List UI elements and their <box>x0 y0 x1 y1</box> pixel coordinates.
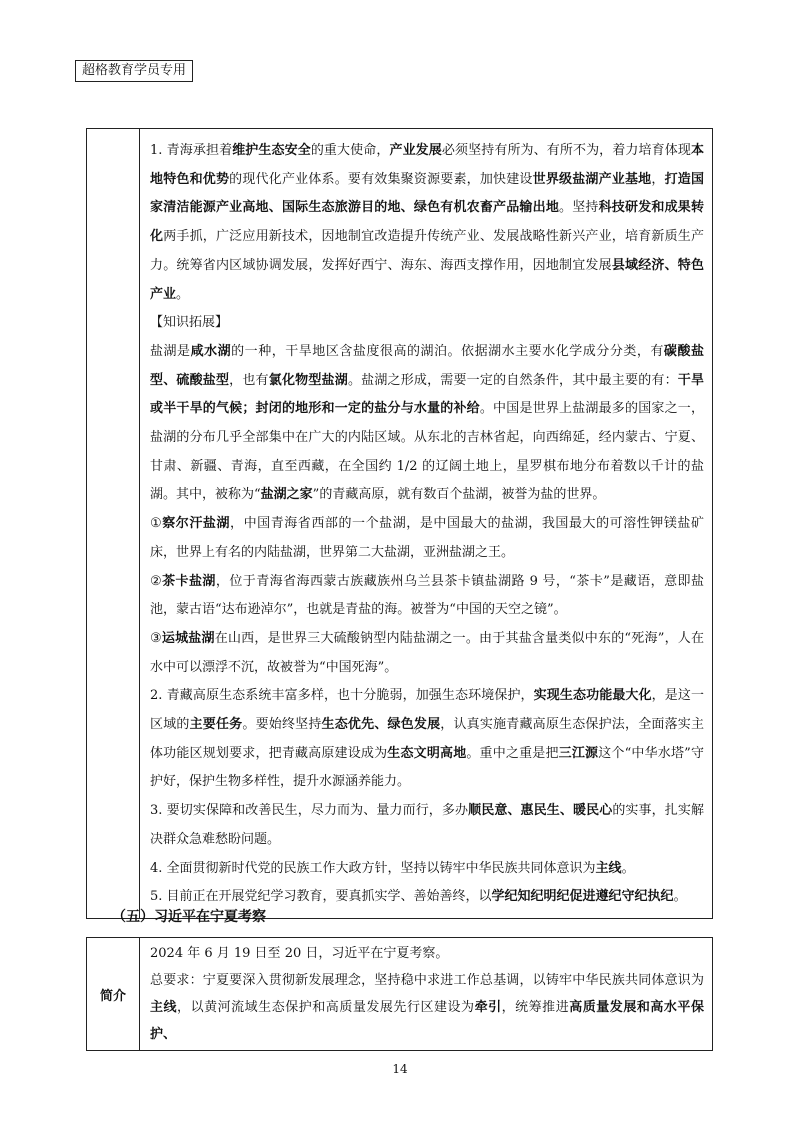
emphasis-text: 盐湖之家 <box>260 487 313 503</box>
knowledge-extension-title: 【知识拓展】 <box>150 315 229 331</box>
section-title: （五）习近平在宁夏考察 <box>112 909 266 925</box>
text-run: 3. 要切实保障和改善民生，尽力而为、量力而行，多办 <box>150 803 469 819</box>
text-run: ③ <box>150 630 162 646</box>
emphasis-text: 生态文明高地 <box>387 745 467 761</box>
text-run: 的一种，干旱地区含盐度很高的湖泊。依据湖水主要水化学成分分类，有 <box>231 343 664 359</box>
text-run: 两手抓，广泛应用新技术，因地制宜改造提升传统产业、发展战略性新兴产业，培育新质生产力。统筹省内区域协调发展，发挥好西宁、海东、海西支撑作用，因地制宜发展 <box>150 229 704 273</box>
paragraph-salt-lake-intro <box>150 338 704 510</box>
text-run: 这个“中华水塔”守护好，保护生物多样性，提升水源涵养能力。 <box>150 745 704 790</box>
text-run: 的重大使命， <box>310 143 390 158</box>
emphasis-text: 科技研发和成果转化 <box>150 200 704 245</box>
emphasis-text: 主要任务 <box>189 717 243 733</box>
text-run: 5. 目前正在开展党纪学习教育，要真抓实学、善始善终，以 <box>150 889 492 905</box>
text-run: 盐湖是 <box>150 343 191 359</box>
left-column-cell <box>87 129 140 919</box>
text-run: 。要始终坚持 <box>242 717 322 733</box>
text-run: 的现代化产业体系。要有效集聚资源要素，加快建设 <box>229 171 533 187</box>
emphasis-text: 三江源 <box>558 745 599 761</box>
text-run: 。重中之重是把 <box>466 745 559 761</box>
emphasis-text: 茶卡盐湖 <box>162 573 216 589</box>
text-run: ① <box>150 516 163 532</box>
text-run: 总要求：宁夏要深入贯彻新发展理念，坚持稳中求进工作总基调，以铸牢中华民族共同体意识为 <box>150 973 704 988</box>
paragraph-qarhan-salt-lake <box>150 510 704 567</box>
page-number: 14 <box>392 1062 408 1076</box>
emphasis-text: 本地特色和优势 <box>150 143 704 187</box>
intro-line-date <box>150 940 704 967</box>
text-run: ， <box>651 171 665 187</box>
text-run: 。 <box>673 889 687 905</box>
text-run: ，也有 <box>229 372 269 388</box>
text-run: 。盐湖之形成，需要一定的自然条件，其中最主要的有： <box>347 372 678 388</box>
text-run: ，统筹推进 <box>501 1000 570 1015</box>
text-run: 的实事，扎实解决群众急难愁盼问题。 <box>150 803 704 847</box>
emphasis-text: 县域经济、特色产业 <box>150 257 704 302</box>
text-run: 2. 青藏高原生态系统丰富多样，也十分脆弱，加强生态环境保护， <box>150 688 534 704</box>
text-run: 必须坚持有所为、有所不为，着力培育体现 <box>441 143 691 158</box>
text-run: ，是这一区域的 <box>150 688 704 733</box>
text-run: ② <box>150 573 163 589</box>
emphasis-text: 打造国家清洁能源产业高地、国际生态旅游目的地、绿色有机农畜产品输出地 <box>150 171 704 216</box>
text-run: 。 <box>176 286 190 302</box>
paragraph-yuncheng-salt-lake <box>150 625 704 682</box>
text-run: ”的青藏高原，就有数百个盐湖，被誉为盐的世界。 <box>312 487 606 503</box>
emphasis-text: 实现生态功能最大化 <box>533 688 652 704</box>
text-run: 。坚持 <box>559 200 599 216</box>
text-run: ，位于青海省海西蒙古族藏族州乌兰县茶卡镇盐湖路 9 号，“茶卡”是藏语，意即盐池，蒙古语“达布逊淖尔”，也就是青盐的海。被誉为“中国的天空之镜”。 <box>150 573 704 618</box>
emphasis-text: 主线 <box>595 860 622 876</box>
text-run: ，认真实施青藏高原生态保护法，全面落实主体功能区规划要求，把青藏高原建设成为 <box>150 717 704 761</box>
emphasis-text: 牵引 <box>474 1000 502 1015</box>
emphasis-text: 干旱或半干旱的气候；封闭的地形和一定的盐分与水量的补给 <box>150 372 704 417</box>
text-run: 4. 全面贯彻新时代党的民族工作大政方针，坚持以铸牢中华民族共同体意识为 <box>150 860 596 876</box>
paragraph-qinghai-industry <box>150 137 704 309</box>
intro-label: 简介 <box>87 938 140 1051</box>
emphasis-text: 世界级盐湖产业基地 <box>532 171 652 187</box>
emphasis-text: 氯化物型盐湖 <box>268 372 348 388</box>
emphasis-text: 主线 <box>150 1000 178 1015</box>
text-run: 在山西，是世界三大硫酸钠型内陆盐湖之一。由于其盐含量类似中东的“死海”，人在水中可以漂浮不沉，故被誉为“中国死海”。 <box>150 630 704 675</box>
paragraph-chaka-salt-lake <box>150 568 704 625</box>
intro-table <box>86 937 713 1051</box>
text-run: 2024 年 6 月 19 日至 20 日，习近平在宁夏考察。 <box>150 946 449 961</box>
paragraph-livelihood <box>150 797 704 854</box>
emphasis-text: 高质量发展和高水平保护、 <box>150 1000 704 1042</box>
text-run: 。中国是世界上盐湖最多的国家之一，盐湖的分布几乎全部集中在广大的内陆区域。从东北的吉林省起，向西绵延，经内蒙古、宁夏、甘肃、新疆、青海，直至西藏，在全国约 1/2 的辽阔土地上，星罗棋布地分布着数以千计的盐湖。其中，被称为“ <box>150 401 704 503</box>
emphasis-text: 生态优先、绿色发展 <box>321 717 441 733</box>
intro-line-requirements <box>150 967 704 1048</box>
paragraph-ethnic-work <box>150 855 704 884</box>
emphasis-text: 察尔汗盐湖 <box>162 516 231 532</box>
emphasis-text: 学纪知纪明纪促进遵纪守纪执纪 <box>491 889 674 905</box>
paragraph-ecology-protection <box>150 682 704 797</box>
text-run: 1. 青海承担着 <box>150 143 233 158</box>
knowledge-content-cell <box>140 129 713 919</box>
header-label: 超格教育学员专用 <box>75 60 193 82</box>
emphasis-text: 维护生态安全 <box>232 143 311 158</box>
emphasis-text: 运城盐湖 <box>161 630 215 646</box>
emphasis-text: 碳酸盐型、硫酸盐型 <box>150 343 704 388</box>
knowledge-table <box>86 128 713 919</box>
intro-content-cell <box>140 938 713 1051</box>
emphasis-text: 顺民意、惠民生、暖民心 <box>468 803 613 819</box>
emphasis-text: 产业发展 <box>389 143 442 158</box>
text-run: ，以黄河流域生态保护和高质量发展先行区建设为 <box>177 1000 475 1015</box>
text-run: ，中国青海省西部的一个盐湖，是中国最大的盐湖，我国最大的可溶性钾镁盐矿床，世界上有名的内陆盐湖，世界第二大盐湖，亚洲盐湖之王。 <box>150 516 704 560</box>
text-run: 。 <box>621 860 635 876</box>
emphasis-text: 咸水湖 <box>190 343 232 359</box>
